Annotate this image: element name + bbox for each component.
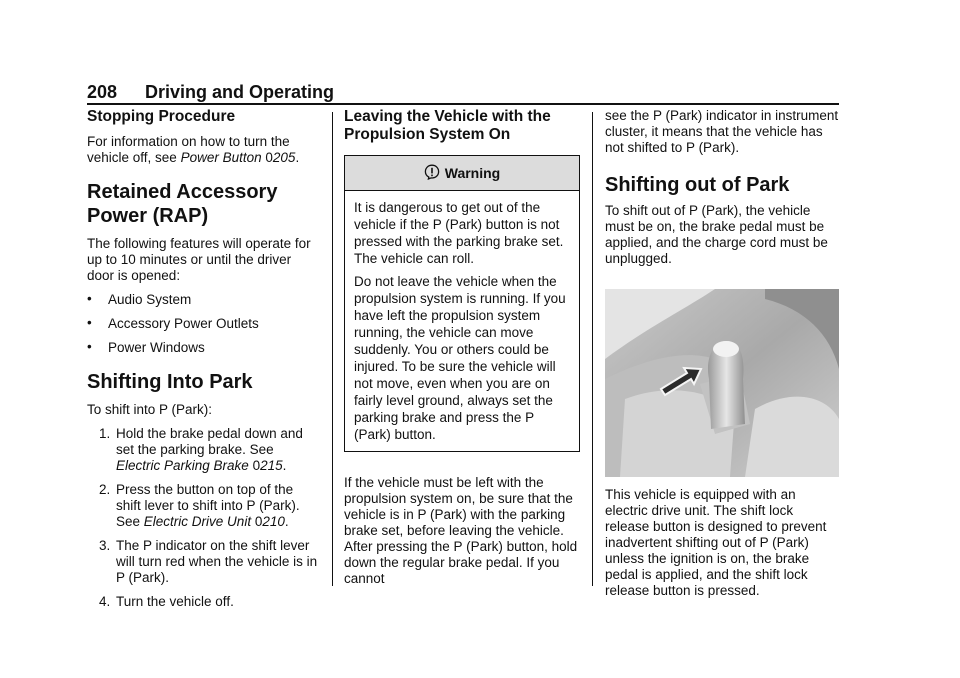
- rap-paragraph: The following features will operate for up to 10 minutes or until the driver door is opened:: [87, 236, 311, 283]
- stopping-text: For information on how to turn the vehicle off, see: [87, 134, 290, 165]
- list-item: [87, 340, 319, 356]
- step-number: 3.: [99, 538, 111, 553]
- column-divider-1: [332, 112, 333, 586]
- page-ref-icon: 0: [252, 458, 261, 473]
- list-item: [87, 538, 319, 586]
- park-steps-list: [87, 426, 319, 610]
- step-number: 4.: [99, 594, 111, 609]
- electric-drive-unit-ref-link[interactable]: Electric Drive Unit: [143, 514, 252, 529]
- warning-exclamation-icon: [424, 164, 440, 183]
- warning-body: [345, 191, 579, 451]
- shift-out-paragraph: To shift out of P (Park), the vehicle must be on, the brake pedal must be applied, and the charge cord must be unplugged.: [605, 203, 828, 266]
- warning-box: [344, 155, 580, 452]
- rap-heading: [87, 180, 319, 228]
- step-text: Hold the brake pedal down and set the parking brake. See: [116, 426, 303, 457]
- leaving-heading-line-2: Propulsion System On: [344, 126, 511, 143]
- header-rule: [87, 103, 839, 105]
- column-3: [605, 108, 841, 599]
- bullet-icon: •: [87, 315, 92, 330]
- bullet-icon: •: [87, 339, 92, 354]
- power-button-ref-link[interactable]: Power Button: [180, 150, 262, 165]
- step-text: Turn the vehicle off.: [116, 594, 234, 609]
- warning-paragraph-2: Do not leave the vehicle when the propulsion system is running. If you have left the propulsion system running, the vehicle can move suddenly. You or others could be injured. To be sure the vehicle will not move, even when you are on fairly level ground, always set the parking brake and press the P (Park) button.: [354, 274, 566, 442]
- step-text: Press the button on top of the shift lever to shift into P (Park). See: [116, 482, 300, 529]
- list-item: [87, 292, 319, 308]
- step-number: 2.: [99, 482, 111, 497]
- column-2: [344, 108, 580, 587]
- stopping-end: .: [295, 150, 300, 165]
- column-1: [87, 108, 319, 610]
- electric-drive-unit-ref-page[interactable]: 210: [262, 514, 285, 529]
- column-divider-2: [592, 112, 593, 586]
- page-ref-icon: 0: [265, 150, 273, 165]
- list-item: [87, 482, 319, 530]
- leaving-heading-line-1: Leaving the Vehicle with the: [344, 108, 551, 125]
- bullet-text: Accessory Power Outlets: [108, 316, 259, 331]
- warning-paragraph-1: It is dangerous to get out of the vehicle if the P (Park) button is not pressed with the parking brake set. The vehicle can roll.: [354, 200, 564, 266]
- power-button-ref-page[interactable]: 205: [272, 150, 296, 165]
- chapter-title: Driving and Operating: [145, 82, 335, 102]
- shift-lever-photo: [605, 289, 839, 477]
- bullet-text: Power Windows: [108, 340, 205, 355]
- rap-feature-list: [87, 292, 319, 356]
- shift-lock-paragraph: This vehicle is equipped with an electric drive unit. The shift lock release button is designed to prevent inadvertent shifting out of P (Park) unless the ignition is on, the brake pedal is applied, and the shift lock release button is pressed.: [605, 487, 827, 598]
- list-item: [87, 316, 319, 332]
- rap-heading-line-2: Power (RAP): [87, 205, 209, 227]
- leaving-vehicle-heading: [344, 108, 580, 144]
- shifting-out-of-park-heading: Shifting out of Park: [605, 174, 790, 196]
- park-intro: To shift into P (Park):: [87, 402, 213, 417]
- bullet-text: Audio System: [108, 292, 192, 307]
- step-end: .: [284, 514, 289, 529]
- rap-heading-line-1: Retained Accessory: [87, 181, 278, 203]
- list-item: [87, 594, 319, 610]
- warning-title: Warning: [444, 165, 501, 181]
- bullet-icon: •: [87, 291, 92, 306]
- page-ref-icon: 0: [254, 514, 263, 529]
- electric-parking-brake-ref-page[interactable]: 215: [260, 458, 283, 473]
- step-number: 1.: [99, 426, 111, 441]
- stopping-heading: Stopping Procedure: [87, 108, 236, 125]
- step-text: The P indicator on the shift lever will turn red when the vehicle is in P (Park).: [116, 538, 318, 585]
- page-number: 208: [87, 82, 118, 102]
- electric-parking-brake-ref-link[interactable]: Electric Parking Brake: [116, 458, 249, 473]
- list-item: [87, 426, 319, 474]
- shifting-into-park-heading: Shifting Into Park: [87, 371, 253, 393]
- stopping-paragraph: [87, 134, 319, 166]
- continued-paragraph: see the P (Park) indicator in instrument cluster, it means that the vehicle has not shifted to P (Park).: [605, 108, 839, 155]
- step-end: .: [282, 458, 287, 473]
- page-header: [87, 82, 839, 104]
- warning-header: [345, 156, 579, 191]
- leaving-vehicle-paragraph: If the vehicle must be left with the propulsion system on, be sure that the vehicle is in P (Park) with the parking brake set, before leaving the vehicle. After pressing the P (Park) button, hold down the regular brake pedal. If you cannot: [344, 475, 578, 586]
